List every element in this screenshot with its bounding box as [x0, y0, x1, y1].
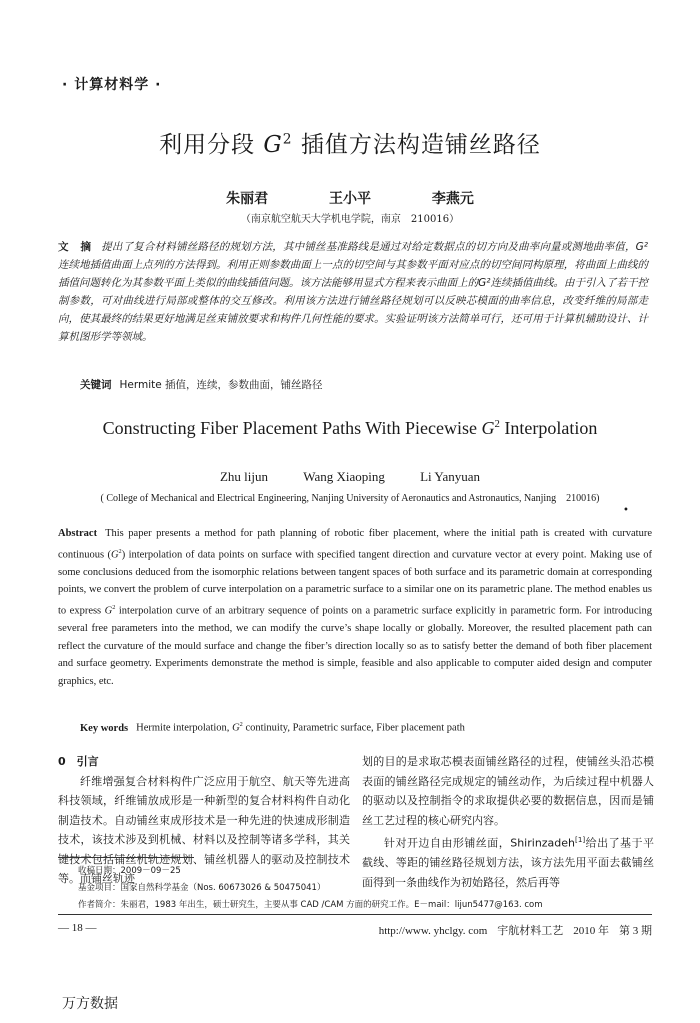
footnote-divider: [58, 857, 194, 858]
keywords-en-part2: continuity, Parametric surface, Fiber placement path: [242, 722, 465, 734]
section-tag: · 计算材料学 ·: [62, 77, 162, 93]
intro-paragraph-1: 纤维增强复合材料构件广泛应用于航空、航天等先进高科技领域，纤维铺放成形是一种新型的复合材料构件自动化制造技术。自动铺丝束成形技术是一种先进的快速成形制造技术，该技术涉及到机械、材料以及控制等诸多学科，其关键技术包括铺丝机轨迹规划、铺丝机器人的驱动及控制技术等。而铺丝轨迹: [58, 774, 350, 885]
journal-year: 2010 年: [573, 925, 609, 937]
title-en-part2: Interpolation: [499, 418, 598, 438]
journal-issue: 第 3 期: [619, 925, 652, 937]
abstract-en-sup2: 2: [112, 603, 116, 611]
author-en-3: Li Yanyuan: [420, 469, 481, 484]
title-en-g: G: [481, 418, 495, 438]
abstract-cn-text: 提出了复合材料铺丝路径的规划方法，其中铺丝基准路线是通过对给定数据点的切方向及曲率向量或测地曲率值，G²连续地插值曲面上点列的方法得到。利用正则参数曲面上一点的切空间与其参数平面对应点的切空间同构原理，将曲面上曲线的插值问题转化为其参数平面上类似的曲线插值问题。该方法能够用显式方程来表示曲面上的G²连续插值曲线。由于引入了若干控制参数，可对曲线进行局部或整体的交互修改。利用该方法进行铺丝路径规划可以反映芯模面的曲率信息，改变纤维的局部走向，使其最终的结果更好地满足丝束铺放要求和构件几何性能的要求。实验证明该方法简单可行，还可用于计算机辅助设计、计算机图形学等领域。: [58, 241, 649, 343]
footnotes: [78, 863, 543, 914]
author-en-2: Wang Xiaoping: [303, 469, 385, 484]
author-en-1: Zhu lijun: [219, 469, 268, 484]
authors-en: [0, 469, 700, 485]
title-cn-part1: 利用分段: [159, 132, 264, 158]
affiliation-en: ( College of Mechanical and Electrical Engineering, Nanjing University of Aeronautics and Astronautics, Nanjing 210016): [100, 493, 600, 504]
page-number: — 18 —: [58, 922, 97, 934]
watermark: 万方数据: [62, 996, 118, 1012]
intro-p2-after: 给出了基于平截线、等距的铺丝路径规划方法，该方法先用平面去截铺丝面得到一条曲线作为初始路径，然后再等: [362, 836, 655, 889]
keywords-cn-text: Hermite 插值，连续，参数曲面，铺丝路径: [119, 379, 323, 391]
title-en-part1: Constructing Fiber Placement Paths With Piecewise: [102, 418, 482, 438]
abstract-en-g: G: [110, 549, 119, 561]
keywords-en-sup: 2: [239, 721, 243, 728]
paper-title-en: [0, 418, 700, 439]
section-heading-intro: 0 引言: [58, 755, 99, 768]
title-cn-g: G: [263, 132, 283, 158]
title-cn-sup: 2: [282, 131, 293, 148]
paper-title-cn: [0, 126, 700, 159]
stray-dot: •: [623, 505, 629, 516]
keywords-en-label: Key words: [80, 722, 129, 734]
abstract-en-g2: G: [104, 605, 113, 617]
title-en-sup: 2: [494, 418, 500, 430]
abstract-en-part2: ) interpolation of data points on surface with specified tangent direction and curvature vector at every point. Making use of some conclusions deduced from the isomorphic relations between tangent spaces of both surface and its parametric domain at corresponding points, we convert the problem of curve interpolation on a parametric surface to a similar one on its parametric plane. The method enables us to express: [58, 549, 652, 617]
authors-cn: [0, 188, 700, 208]
abstract-cn: [58, 238, 648, 346]
abstract-en-part3: interpolation curve of an arbitrary sequence of points on a parametric surface explicitly in parametric form. For introducing several free parameters into the method, we can modify the curve’s shape locally or globally. Moreover, the resulted placement path can reflect the curvature of the mould surface and change the fiber’s direction locally so as to satisfy better the demand of both fiber placement and surface geometry. Experiments demonstrate the method is simple, feasible and also applicable to computer aided design and computer graphics, etc.: [58, 605, 652, 687]
author-cn-3: 李燕元: [431, 191, 474, 207]
abstract-cn-label: 文 摘: [58, 241, 96, 253]
intro-p2-before: 针对开边自由形铺丝面，Shirinzadeh: [384, 836, 576, 850]
title-cn-part2: 插值方法构造铺丝路径: [292, 132, 541, 158]
footer-divider: [58, 914, 652, 915]
keywords-en-g: G: [232, 722, 240, 734]
journal-url[interactable]: http://www. yhclgy. com: [378, 925, 488, 937]
journal-info: [369, 922, 652, 938]
abstract-en: [58, 525, 652, 690]
intro-paragraph-continued: 划的目的是求取芯模表面铺丝路径的过程，使铺丝头沿芯模表面的铺丝路径完成规定的铺丝动作，为后续过程中机器人的驱动以及控制指令的求取提供必要的数据信息，因而是铺丝工艺过程的核心研究内容。: [362, 755, 654, 827]
author-cn-1: 朱丽君: [226, 191, 269, 207]
keywords-en: [80, 721, 465, 734]
affiliation-cn: （南京航空航天大学机电学院，南京 210016）: [240, 214, 460, 225]
author-cn-2: 王小平: [329, 191, 371, 207]
abstract-en-sup: 2: [118, 547, 122, 555]
journal-name: 宇航材料工艺: [497, 925, 564, 937]
keywords-en-part1: Hermite interpolation,: [136, 722, 233, 734]
keywords-cn-label: 关键词: [80, 379, 112, 391]
footnote-received: 收稿日期：2009－09－25: [78, 866, 181, 876]
citation-ref-1[interactable]: [1]: [575, 835, 586, 844]
footnote-author: 作者简介：朱丽君，1983 年出生，硕士研究生，主要从事 CAD /CAM 方面的研究工作。E－mail：lijun5477@163. com: [78, 900, 543, 910]
footnote-fund: 基金项目：国家自然科学基金（Nos. 60673026 & 50475041）: [78, 883, 326, 893]
abstract-en-part1: This paper presents a method for path planning of robotic fiber placement, where the initial path is created with curvature continuous (: [58, 528, 652, 561]
keywords-cn: [80, 377, 323, 392]
abstract-en-label: Abstract: [58, 528, 98, 539]
